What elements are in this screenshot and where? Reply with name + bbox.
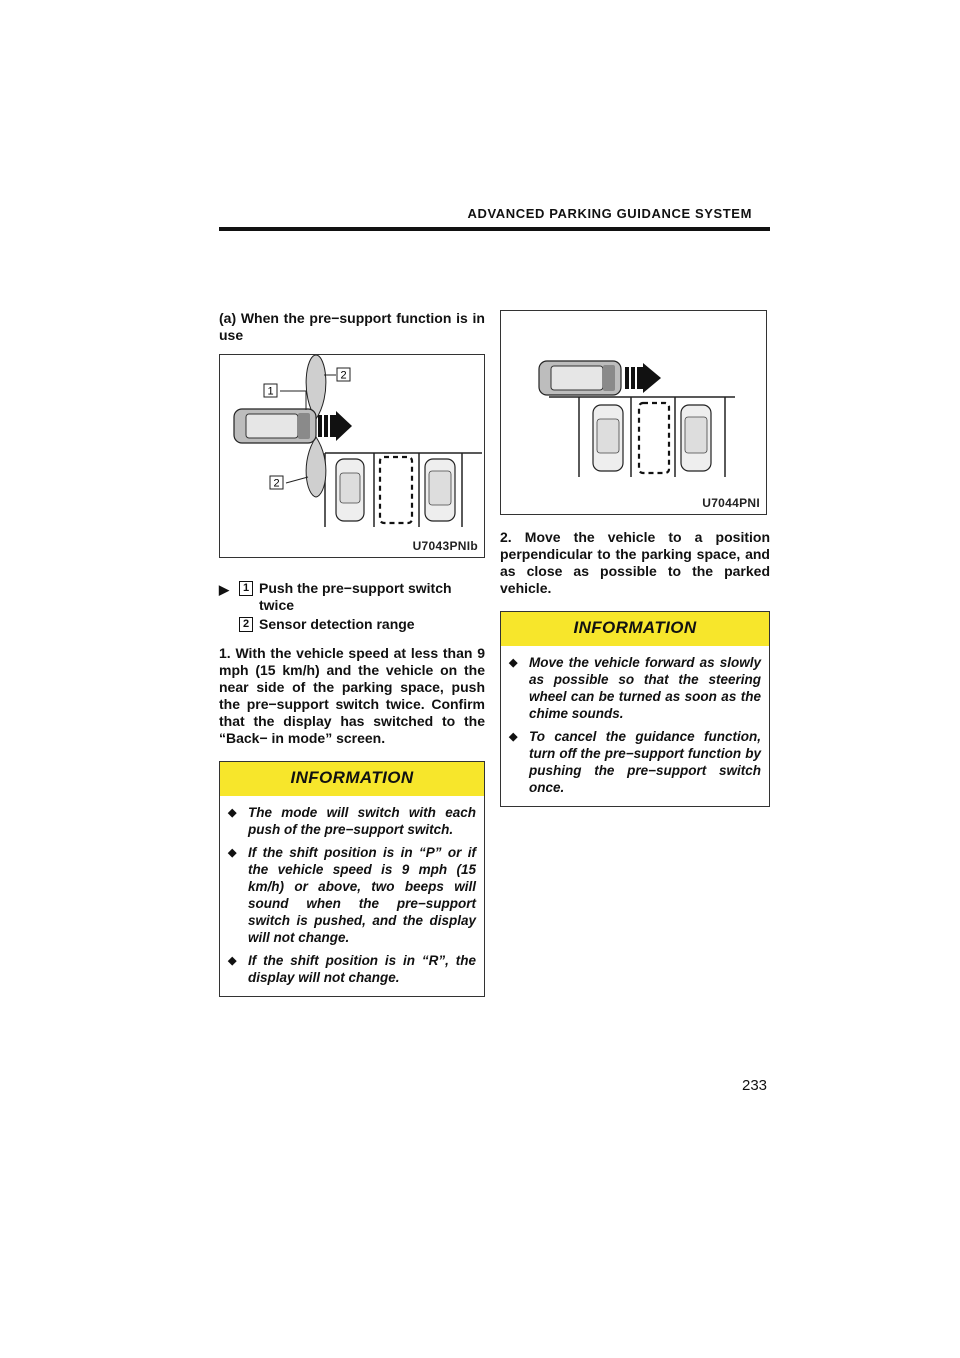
section-heading: (a) When the pre−support function is in use: [219, 310, 485, 343]
legend-row-2: [219, 616, 485, 633]
bullet-icon: ◆: [228, 955, 237, 967]
figure-presupport: [219, 354, 485, 558]
legend-text-1: Push the pre−support switch twice: [259, 580, 452, 613]
own-car-icon: [539, 361, 621, 395]
step-1-text: 1. With the vehicle speed at less than 9 mph (15 km/h) and the vehicle on the near side of the parking space, push the pre−support switch twice. Confirm that the display has switched to the “Back− in mode” screen.: [219, 645, 485, 746]
left-column: [219, 310, 485, 997]
parking-diagram-1: [220, 355, 484, 557]
callout-2-bottom: 2: [273, 477, 280, 490]
bullet-icon: ◆: [228, 847, 237, 859]
forward-arrow-icon: [318, 411, 352, 441]
info-box-right: [500, 611, 770, 807]
parked-car-icon: [681, 405, 711, 471]
own-car-icon: [234, 409, 316, 443]
info-item: ◆ The mode will switch with each push of the pre−support switch.: [228, 805, 476, 837]
info-list: [220, 796, 484, 996]
page-header-title: ADVANCED PARKING GUIDANCE SYSTEM: [467, 206, 752, 221]
info-item: ◆ If the shift position is in “R”, the display will not change.: [228, 953, 476, 985]
legend-text-2: Sensor detection range: [259, 616, 415, 632]
figure-code: U7043PNIb: [412, 539, 478, 553]
info-item: ◆ If the shift position is in “P” or if the vehicle speed is 9 mph (15 km/h) or above, two beeps will sound when the pre−support switch is pushed, and the display will not change.: [228, 845, 476, 945]
parked-car-icon: [593, 405, 623, 471]
bullet-icon: ◆: [509, 731, 518, 743]
arrow-right-icon: ▶: [219, 582, 229, 597]
right-column: [500, 310, 770, 807]
info-title: INFORMATION: [501, 612, 769, 646]
legend-number-1: 1: [239, 581, 253, 596]
figure-code: U7044PNI: [702, 496, 760, 510]
header-rule: [219, 227, 770, 231]
figure-approach: [500, 310, 767, 515]
parked-car-icon: [336, 459, 364, 521]
page-number: 233: [742, 1077, 768, 1094]
forward-arrow-icon: [625, 363, 661, 393]
callout-1: 1: [267, 385, 274, 398]
parking-diagram-2: [501, 311, 766, 514]
legend: [219, 580, 485, 633]
info-title: INFORMATION: [220, 762, 484, 796]
info-item: ◆ Move the vehicle forward as slowly as possible so that the steering wheel can be turned as soon as the chime sounds.: [509, 655, 761, 721]
legend-row-1: [219, 580, 485, 614]
step-2-text: 2. Move the vehicle to a position perpendicular to the parking space, and as close as possible to the parked vehicle.: [500, 529, 770, 596]
info-item: ◆ To cancel the guidance function, turn off the pre−support function by pushing the pre−support switch once.: [509, 729, 761, 795]
legend-number-2: 2: [239, 617, 253, 632]
parked-car-icon: [425, 459, 455, 521]
info-list: [501, 646, 769, 806]
info-box-left: [219, 761, 485, 997]
bullet-icon: ◆: [228, 807, 237, 819]
bullet-icon: ◆: [509, 657, 518, 669]
callout-2-top: 2: [340, 369, 347, 382]
